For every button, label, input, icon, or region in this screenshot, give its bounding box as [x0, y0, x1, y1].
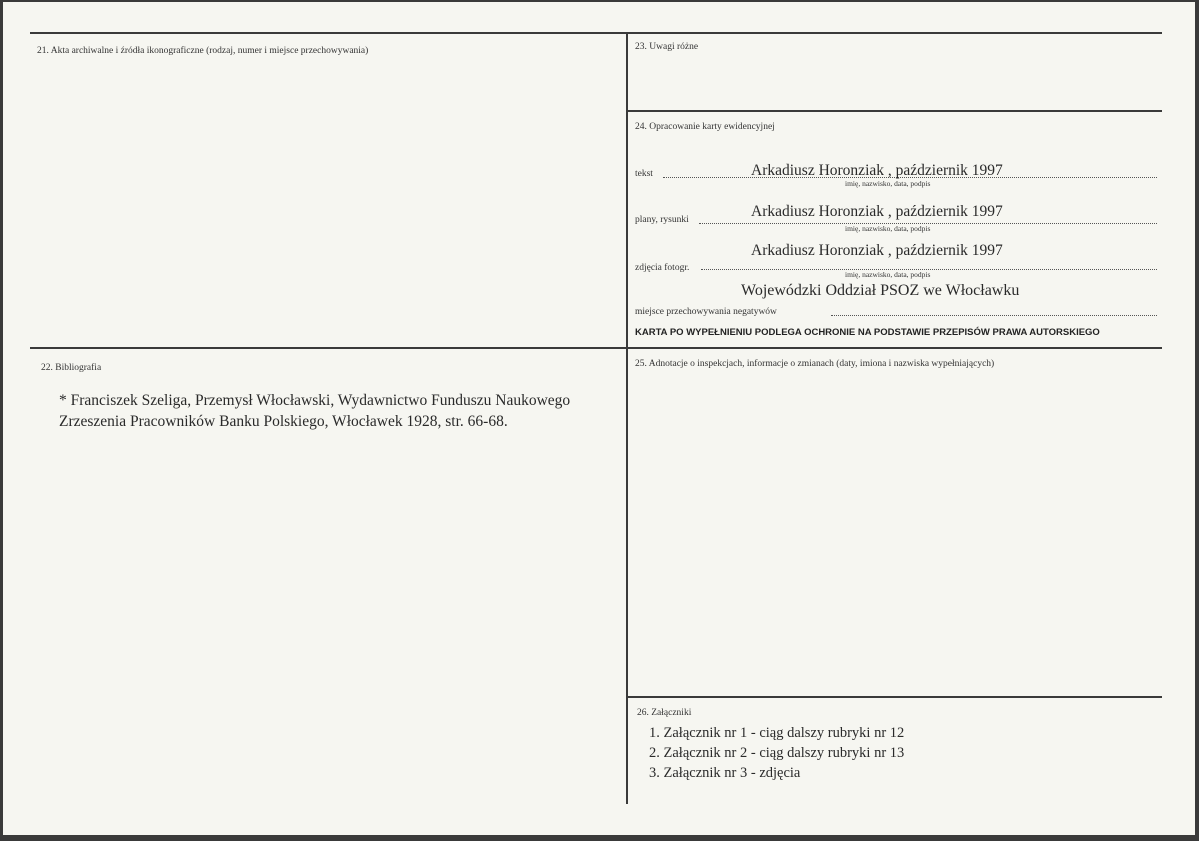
record-card-sheet [3, 2, 1195, 835]
section-24-label: 24. Opracowanie karty ewidencyjnej [635, 122, 775, 132]
row-plans-label: plany, rysunki [635, 215, 689, 225]
attachment-item: 3. Załącznik nr 3 - zdjęcia [649, 765, 801, 781]
middle-horizontal-line [30, 347, 1162, 349]
attachment-item: 2. Załącznik nr 2 - ciąg dalszy rubryki nr 13 [649, 745, 905, 761]
row-negatives-value: Wojewódzki Oddział PSOZ we Włocławku [741, 282, 1020, 299]
section-21-label: 21. Akta archiwalne i źródła ikonograficzne (rodzaj, numer i miejsce przechowywania) [37, 46, 369, 56]
row-plans-hint: imię, nazwisko, data, podpis [845, 224, 931, 233]
row-photos-label: zdjęcia fotogr. [635, 263, 690, 273]
row-negatives-label: miejsce przechowywania negatywów [635, 307, 777, 317]
row-text-hint: imię, nazwisko, data, podpis [845, 179, 931, 188]
row-plans-value: Arkadiusz Horonziak , październik 1997 [751, 203, 1003, 220]
s25-bottom-line [626, 696, 1162, 698]
row-negatives-dotted-line [831, 315, 1157, 316]
section-22-label: 22. Bibliografia [41, 363, 102, 373]
section-26-label: 26. Załączniki [637, 708, 692, 718]
attachments-list [649, 723, 904, 783]
row-text-value: Arkadiusz Horonziak , październik 1997 [751, 162, 1003, 179]
row-text-label: tekst [635, 169, 653, 179]
top-border-line [30, 32, 1162, 34]
section-25-label: 25. Adnotacje o inspekcjach, informacje o zmianach (daty, imiona i nazwiska wypełniających) [635, 359, 995, 369]
center-vertical-divider [626, 32, 628, 804]
section-23-label: 23. Uwagi różne [635, 42, 699, 52]
row-photos-value: Arkadiusz Horonziak , październik 1997 [751, 242, 1003, 259]
attachment-item: 1. Załącznik nr 1 - ciąg dalszy rubryki nr 12 [649, 725, 905, 741]
bibliography-entry: * Franciszek Szeliga, Przemysł Włocławski, Wydawnictwo Funduszu Naukowego Zrzeszenia Pracowników Banku Polskiego, Włocławek 1928, str. 66-68. [59, 392, 571, 430]
s23-bottom-line [626, 110, 1162, 112]
copyright-note: KARTA PO WYPEŁNIENIU PODLEGA OCHRONIE NA PODSTAWIE PRZEPISÓW PRAWA AUTORSKIEGO [635, 327, 1100, 338]
row-photos-hint: imię, nazwisko, data, podpis [845, 270, 931, 279]
